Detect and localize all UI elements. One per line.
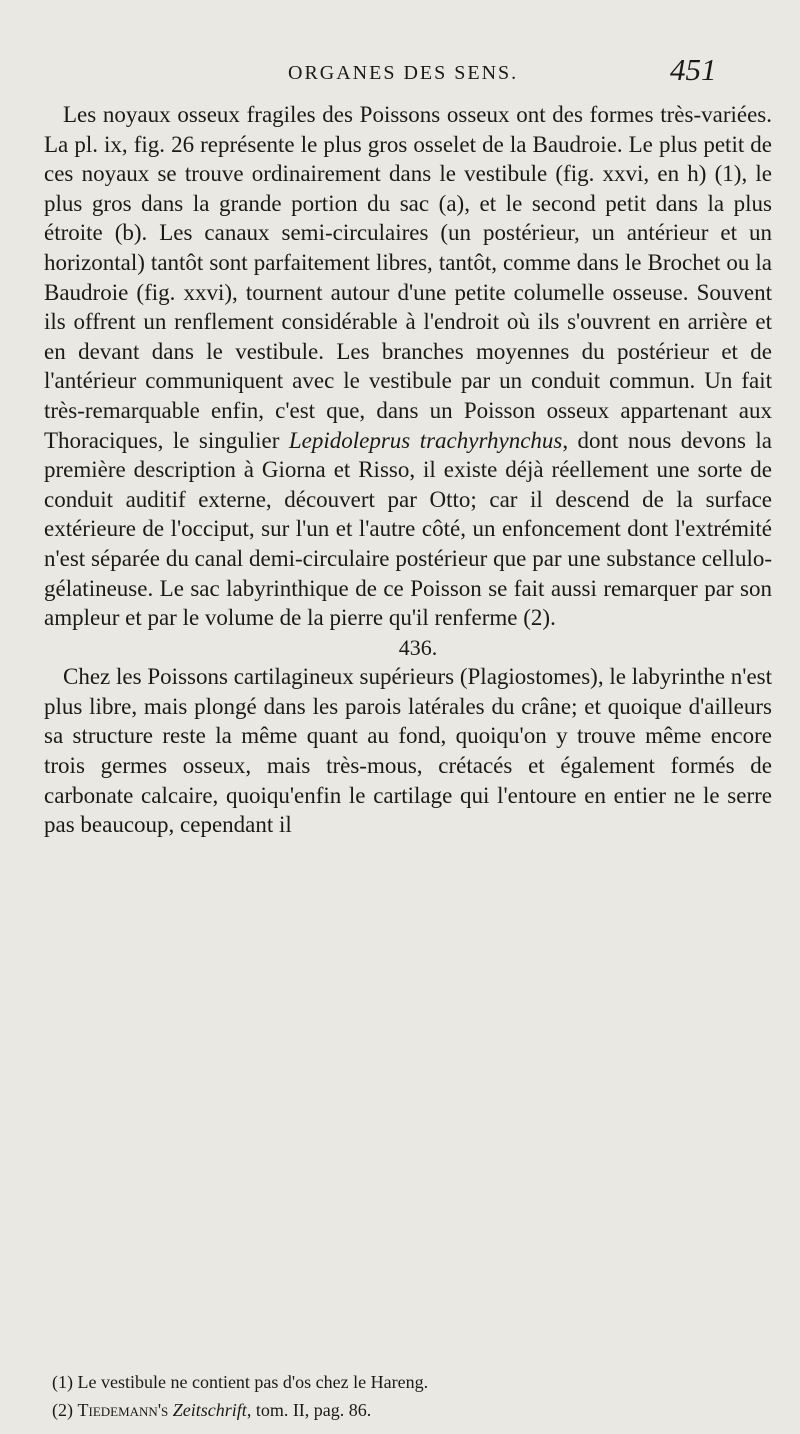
footnote-2: [52, 1396, 752, 1424]
section-number: 436.: [398, 634, 438, 660]
paragraph-text: , dont nous devons la première description à Giorna et Risso, il existe déjà réellement une sorte de conduit auditif externe, découvert par Otto; car il descend de la surface extérieure de l'occiput, sur l'un et l'autre côté, un enfoncement dont l'extrémité n'est séparée du canal demi-circulaire postérieur que par une substance cellulo-gélatineuse. Le sac labyrinthique de ce Poisson se fait aussi remarquer par son ampleur et par le volume de la pierre qu'il renferme (2).: [44, 427, 772, 631]
running-head: [0, 52, 800, 92]
page-number: 451: [670, 52, 717, 87]
paragraph-cartilaginous-fishes: Chez les Poissons cartilagineux supérieurs (Plagiostomes), le labyrinthe n'est plus libre, mais plongé dans les parois latérales du crâne; et quoique d'ailleurs sa structure reste la même quant au fond, quoiqu'on y trouve même encore trois germes osseux, mais très-mous, crétacés et également formés de carbonate calcaire, quoiqu'enfin le cartilage qui l'entoure en entier ne le serre pas beaucoup, cependant il: [44, 664, 772, 838]
footnote-1: (1) Le vestibule ne contient pas d'os chez le Hareng.: [52, 1372, 429, 1392]
footnote-journal: Zeitschrift: [172, 1400, 247, 1420]
footnote-reference: , tom. II, pag. 86.: [246, 1400, 372, 1420]
footnote-author: Tiedemann's: [77, 1400, 169, 1420]
body-text: [44, 100, 772, 840]
footnote-marker: (2): [52, 1400, 73, 1420]
running-title: ORGANES DES SENS.: [288, 62, 519, 84]
paragraph-text: Les noyaux osseux fragiles des Poissons osseux ont des formes très-variées. La pl. ix, fig. 26 représente le plus gros osselet de la Baudroie. Le plus petit de ces noyaux se trouve ordinairement dans le vestibule (fig. xxvi, en h) (1), le plus gros dans la grande portion du sac (a), et le second petit dans la plus étroite (b). Les canaux semi-circulaires (un postérieur, un antérieur et un horizontal) tantôt sont parfaitement libres, tantôt, comme dans le Brochet ou la Baudroie (fig. xxvi), tournent autour d'une petite columelle osseuse. Souvent ils offrent un renflement considérable à l'endroit où ils s'ouvrent en arrière et en devant dans le vestibule. Les branches moyennes du postérieur et de l'antérieur communiquent avec le vestibule par un conduit commun. Un fait très-remarquable enfin, c'est que, dans un Poisson osseux appartenant aux Thoraciques, le singulier: [44, 102, 772, 453]
species-name: Lepidoleprus trachyrhynchus: [288, 427, 563, 453]
footnotes: [52, 1368, 752, 1424]
paragraph-osseous-nuclei: [44, 100, 772, 633]
